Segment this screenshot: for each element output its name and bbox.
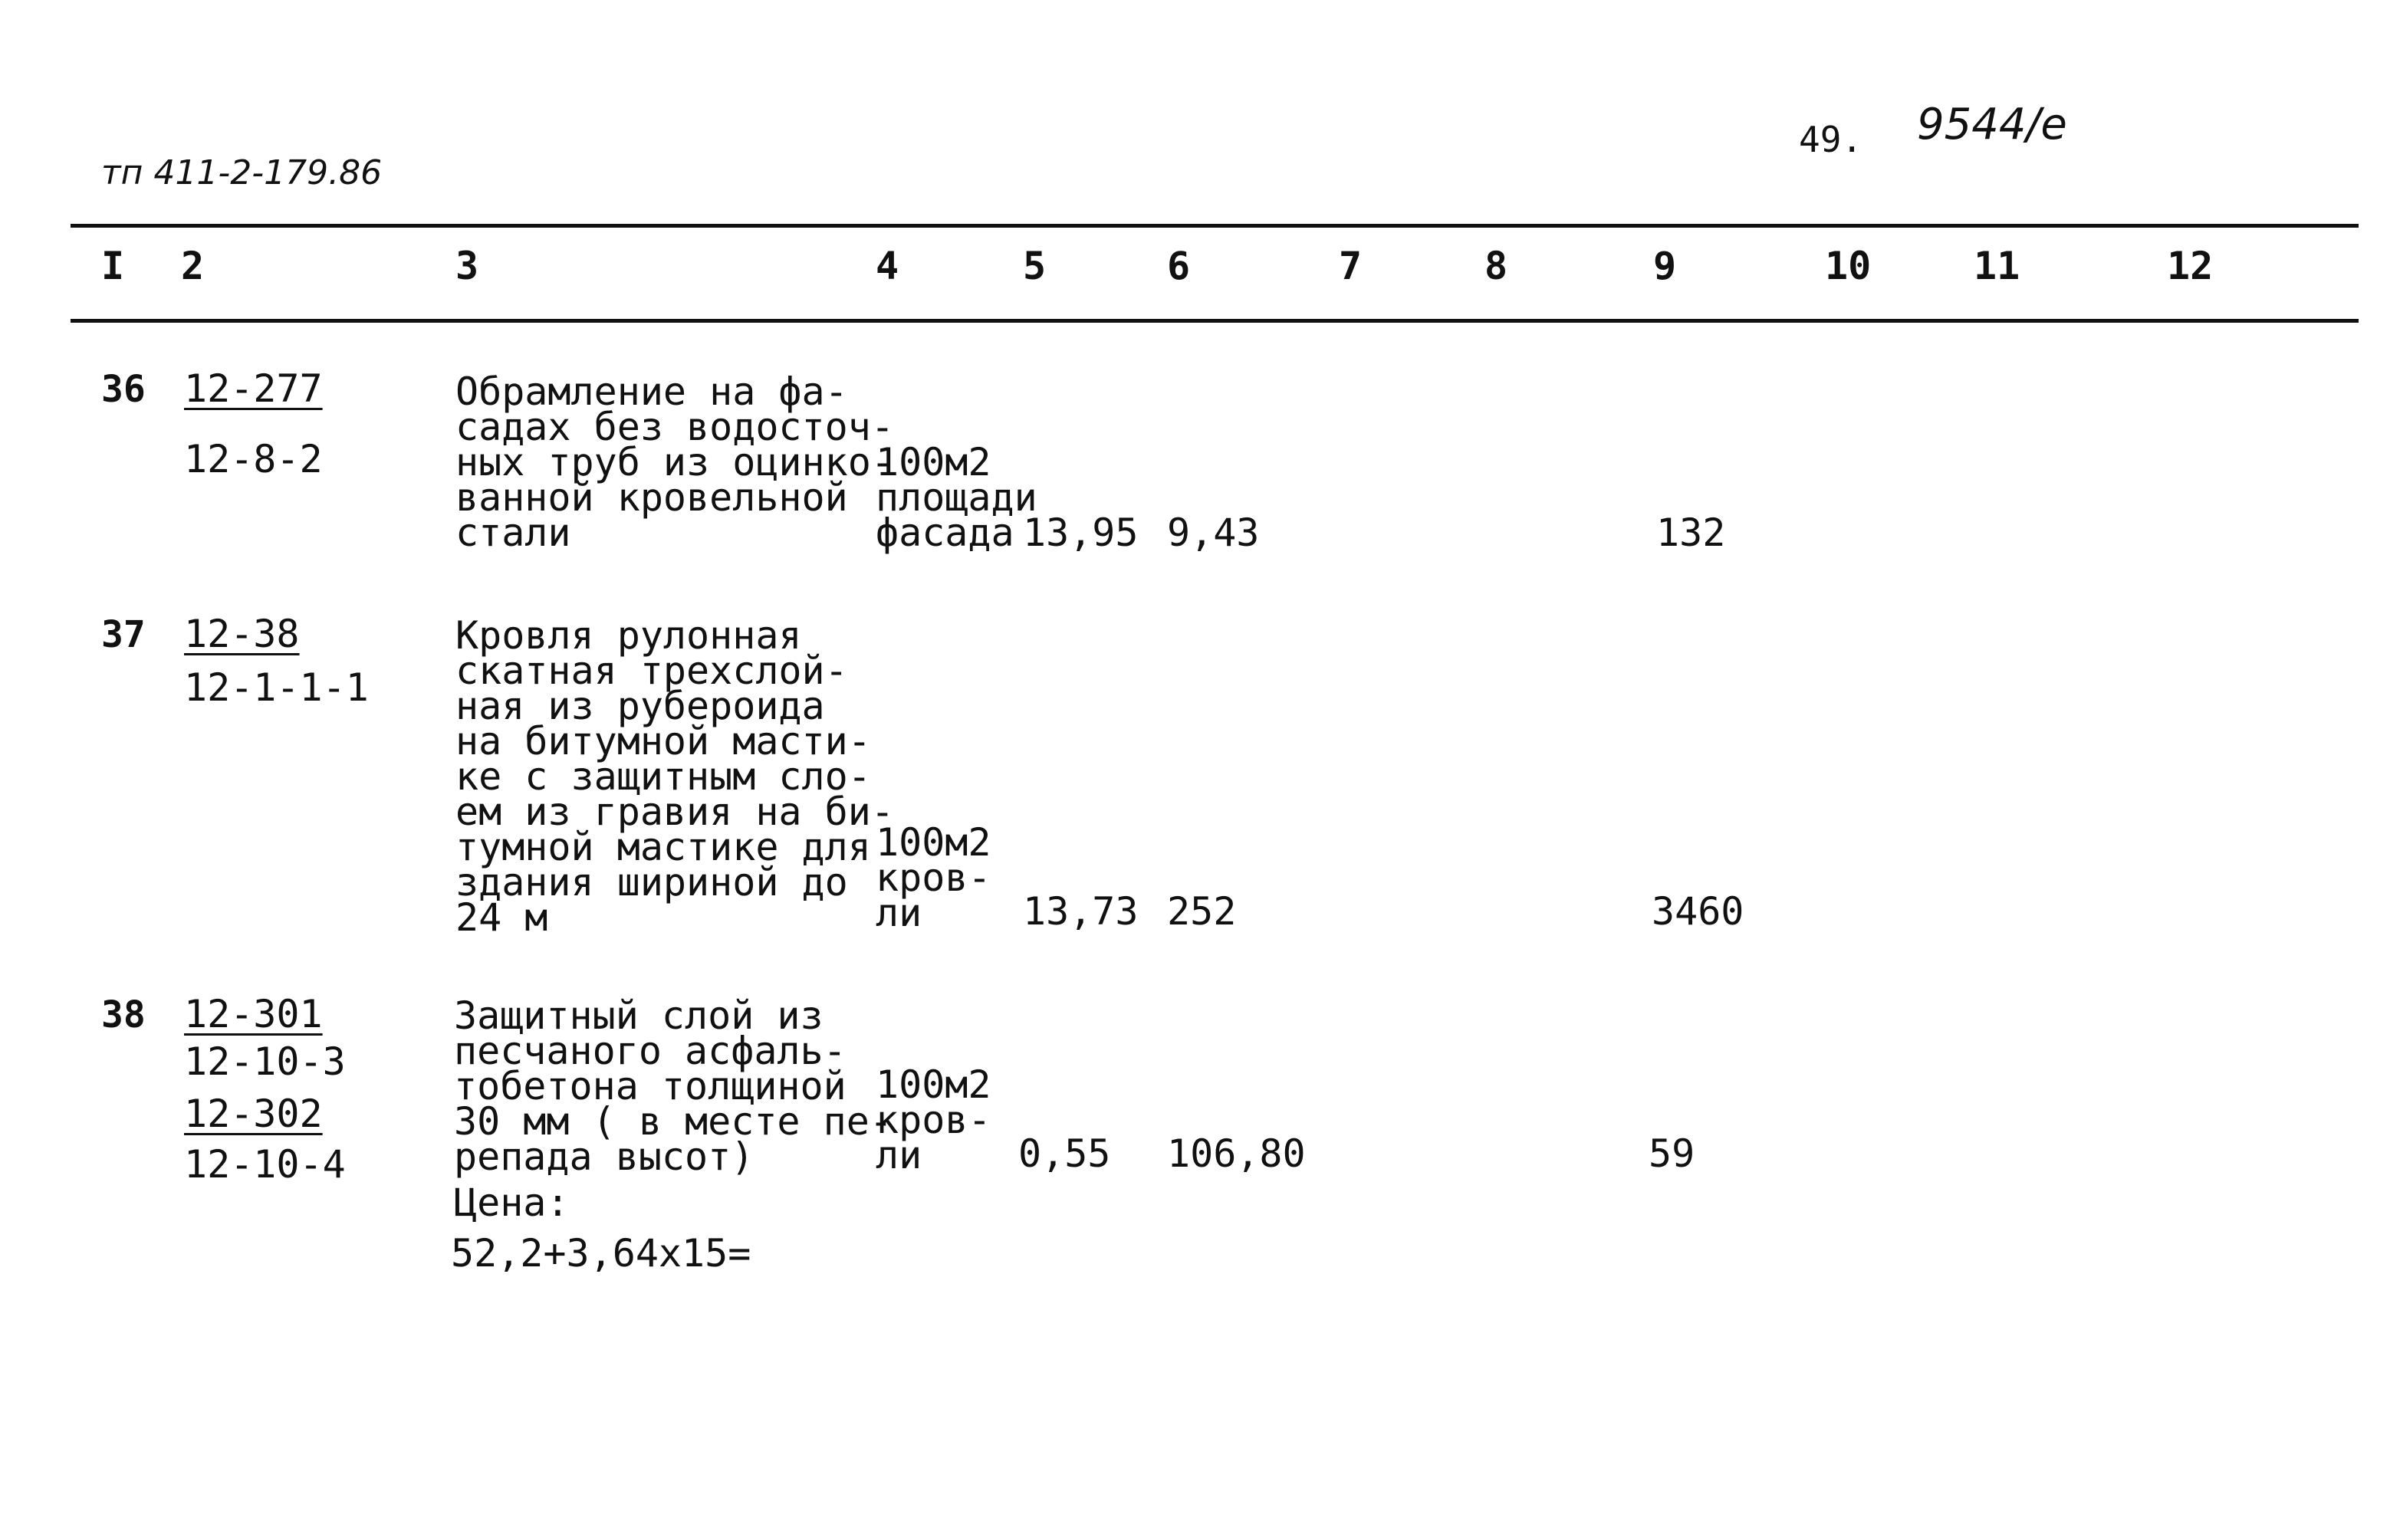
row-code: 12-301 (184, 992, 323, 1036)
row-total: 3460 (1652, 889, 1744, 934)
row-price: 252 (1167, 889, 1237, 934)
table-top-rule (71, 224, 2359, 228)
row-description: Обрамление на фа- садах без водосточ- ных труб из оцинко- ванной кровельной стали (455, 369, 894, 555)
row-description: Кровля рулонная скатная трехслой- ная из рубероида на битумной масти- ке с защитным сло- ем из гравия на би- тумной мастике для здания шириной до 24 м (455, 613, 894, 940)
row-code: 12-38 (184, 612, 300, 656)
page-number: 49. (1799, 119, 1863, 160)
row-number: 36 (101, 368, 146, 411)
row-price: 106,80 (1167, 1131, 1306, 1176)
table-header-rule (71, 319, 2359, 323)
archive-number: 9544/е (1917, 100, 2067, 149)
column-header-8: 8 (1484, 244, 1508, 288)
row-quantity: 13,95 (1023, 511, 1139, 555)
row-code: 12-302 (184, 1092, 323, 1136)
row-unit: 100м2 кров- ли (876, 820, 991, 935)
column-header-1: I (101, 244, 125, 288)
row-total: 59 (1649, 1131, 1695, 1176)
document-code: тп 411-2-179.86 (101, 153, 383, 192)
row-quantity: 0,55 (1018, 1131, 1111, 1176)
row-code: 12-10-4 (184, 1142, 346, 1187)
column-header-2: 2 (181, 244, 205, 288)
row-code: 12-8-2 (184, 437, 323, 481)
row-code: 12-10-3 (184, 1039, 346, 1084)
column-header-6: 6 (1167, 244, 1191, 288)
row-code: 12-277 (184, 366, 323, 411)
column-header-10: 10 (1825, 244, 1872, 288)
column-header-7: 7 (1339, 244, 1363, 288)
row-description: Защитный слой из песчаного асфаль- тобетона толщиной 30 мм ( в месте пе- репада высот) (454, 993, 893, 1179)
price-note-formula: 52,2+3,64х15= (451, 1231, 751, 1276)
column-header-12: 12 (2167, 244, 2214, 288)
row-unit: 100м2 кров- ли (876, 1062, 991, 1177)
row-number: 37 (101, 613, 146, 656)
column-header-11: 11 (1974, 244, 2020, 288)
row-code: 12-1-1-1 (184, 665, 369, 710)
row-number: 38 (101, 993, 146, 1036)
column-header-3: 3 (455, 244, 479, 288)
row-price: 9,43 (1167, 511, 1260, 555)
column-header-4: 4 (876, 244, 899, 288)
row-unit: 100м2 площади фасада (876, 440, 1037, 555)
row-quantity: 13,73 (1023, 889, 1139, 934)
price-note-label: Цена: (454, 1180, 570, 1225)
column-header-5: 5 (1023, 244, 1047, 288)
row-total: 132 (1656, 511, 1726, 555)
column-header-9: 9 (1653, 244, 1677, 288)
